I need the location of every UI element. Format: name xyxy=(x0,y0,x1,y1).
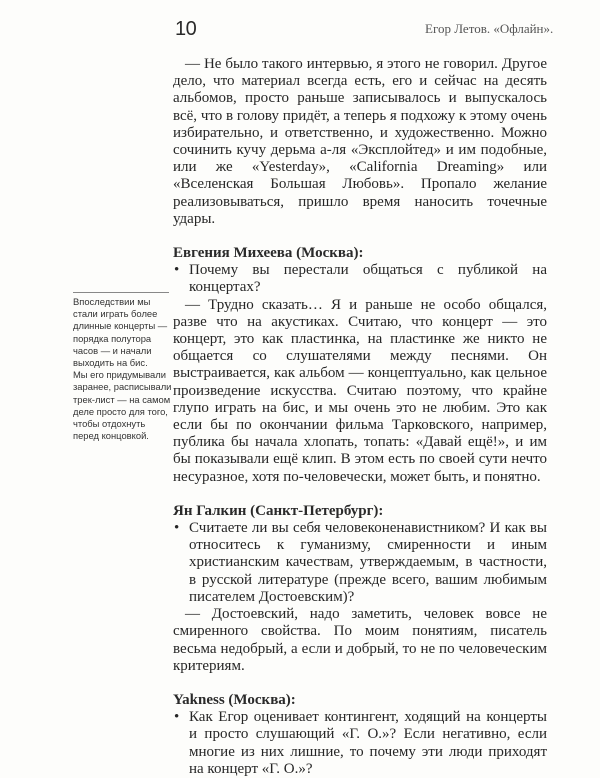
question xyxy=(173,709,547,778)
body-text xyxy=(173,56,547,778)
sidenote-line: Мы его придумывали xyxy=(73,369,166,381)
question-text: Как Егор оценивает контингент, ходящий на концерты и просто слушающий «Г. О.»? Если негативно, если многие из них лишние, то почему эти люди приходят на концерт «Г. О.»? xyxy=(189,709,547,777)
page-number: 10 xyxy=(175,18,197,40)
spacer xyxy=(173,228,547,245)
question-text: Считаете ли вы себя человеконенавистником? И как вы относитесь к гуманизму, смиренности и иным христианским качествам, утверждаемым, в частности, в русской литературе (прежде всего, вашим любимым писателем Достоевским)? xyxy=(189,520,547,605)
sidenote-line: стали играть более xyxy=(73,308,158,320)
sidenote-line: деле просто для того, xyxy=(73,405,168,417)
speaker-name: Ян Галкин (Санкт-Петербург): xyxy=(173,502,384,519)
sidenote xyxy=(73,292,172,442)
sidenote-line: порядка полутора xyxy=(73,332,152,344)
sidenote-line: Впоследствии мы xyxy=(73,296,151,307)
question-text: Почему вы перестали общаться с публикой на концертах? xyxy=(189,262,547,296)
intro-answer: — Не было такого интервью, я этого не говорил. Другое дело, что материал всегда есть, его и сейчас на десять альбомов, просто раньше записывалось и выпускалось всё, что в голову придёт, а теперь я подхожу к этому очень избирательно, и ответственно, и художественно. Можно сочинить кучу дерьма а-ля «Эксплойтед» и им подобные, или же «Yesterday», «California Dreaming» или «Вселенская Большая Любовь». Пропало желание реализовываться, пришло время наносить точечные удары. xyxy=(173,56,547,227)
spacer xyxy=(173,675,547,692)
sidenote-line: перед концовкой. xyxy=(73,430,149,442)
answer: — Трудно сказать… Я и раньше не особо общался, разве что на акустиках. Считаю, что концерт — это концерт, это как пластинка, на пластинке же никто не общается со слушателями между песнями. Он выстраивается, как альбом — концептуально, как цельное произведение искусства. Считаю поэтому, что крайне глупо играть на бис, и мы очень это не любим. Это как если бы по окончании фильма Тарковского, например, публика бы начала хлопать, топать: «Давай ещё!», и им бы показывали ещё клип. В этом есть по своей сути нечто несуразное, хотя по-человечески, может быть, и понятно. xyxy=(173,296,547,485)
sidenote-line: длинные концерты — xyxy=(73,320,168,332)
speaker-name: Евгения Михеева (Москва): xyxy=(173,245,364,262)
answer: — Достоевский, надо заметить, человек вовсе не смиренного свойства. По моим понятиям, писатель весьма недобрый, а если и добрый, то не по человеческим критериям. xyxy=(173,606,547,674)
bullet-icon: • xyxy=(174,520,180,537)
question xyxy=(173,262,547,296)
running-head: Егор Летов. «Офлайн». xyxy=(425,21,554,36)
speaker-name: Yakness (Москва): xyxy=(173,691,296,708)
bullet-icon: • xyxy=(174,262,180,279)
sidenote-line: чтобы отдохнуть xyxy=(73,418,146,430)
sidenote-line: выходить на бис. xyxy=(73,357,148,369)
spacer xyxy=(173,486,547,503)
sidenote-line: часов — и начали xyxy=(73,344,152,356)
bullet-icon: • xyxy=(174,709,180,726)
sidenote-line: трек-лист — на самом xyxy=(73,393,171,405)
question xyxy=(173,520,547,606)
sidenote-line: заранее, расписывали xyxy=(73,381,172,393)
